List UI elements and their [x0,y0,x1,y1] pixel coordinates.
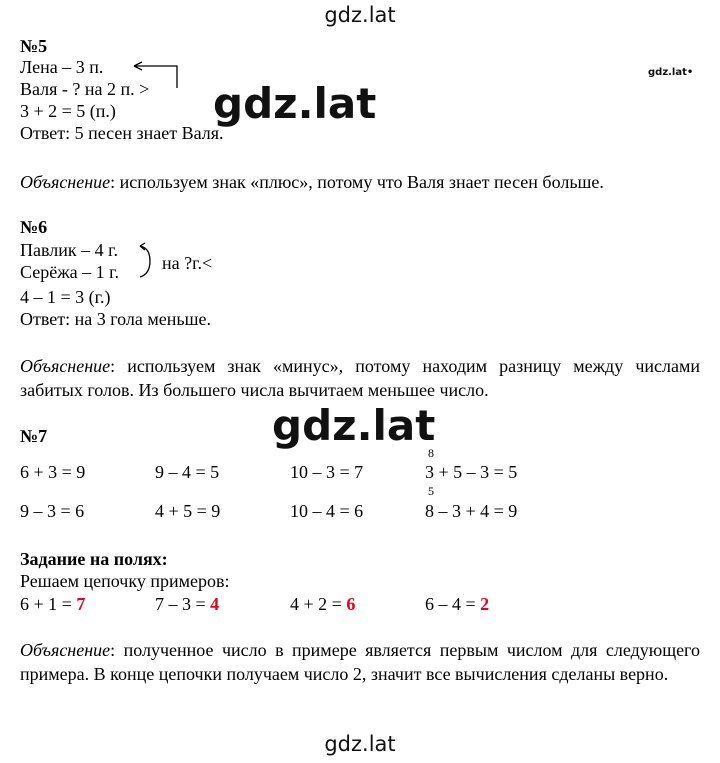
explanation-label: Объяснение [20,172,111,192]
chain-item [155,593,219,615]
task6-line2: Серёжа – 1 г. [20,262,119,282]
chain-expression: 4 + 2 = [290,594,347,614]
task7-row1-col3: 10 – 3 = 7 [290,462,364,482]
task6-answer: Ответ: на 3 гола меньше. [20,309,211,329]
task5-explanation [20,171,700,193]
chain-result: 2 [480,594,490,614]
task7-row1-col4: 3 + 5 – 3 = 5 [425,462,518,482]
chain-item [425,593,489,615]
task7-row1-col1: 6 + 3 = 9 [20,462,86,482]
task6-bracket-label: на ?г.< [162,253,213,273]
task7-row2-col3: 10 – 4 = 6 [290,501,364,521]
task5-heading: №5 [20,36,48,56]
task6-line1: Павлик – 4 г. [20,240,118,260]
task7-row1-note: 8 [428,446,434,460]
task7-row2-note: 5 [428,484,434,498]
explanation-text: : используем знак «плюс», потому что Валя знает песен больше. [110,172,604,192]
chain-expression: 7 – 3 = [155,594,211,614]
task7-row1-col2: 9 – 4 = 5 [155,462,220,482]
task6-heading: №6 [20,217,48,237]
explanation-text: : полученное число в примере является первым числом для следующего примера. В конце цепочки получаем число 2, значит все вычисления сделаны верно. [20,640,700,684]
task5-answer: Ответ: 5 песен знает Валя. [20,123,224,143]
explanation-text: : используем знак «минус», потому находим разницу между числами забитых голов. Из большего числа вычитаем меньшее число. [20,356,700,400]
margin-task-intro: Решаем цепочку примеров: [20,571,230,591]
margin-task-heading: Задание на полях: [20,549,168,569]
chain-expression: 6 – 4 = [425,594,481,614]
margin-task-explanation [20,638,700,686]
watermark-large-2: gdz.lat [272,401,436,450]
chain-result: 7 [76,594,86,614]
chain-result: 6 [346,594,356,614]
chain-result: 4 [210,594,220,614]
task6-explanation [20,354,700,402]
explanation-label: Объяснение [20,356,111,376]
chain-expression: 6 + 1 = [20,594,77,614]
task7-row2-col2: 4 + 5 = 9 [155,501,221,521]
explanation-label: Объяснение [20,640,111,660]
task6-bracket-icon [138,244,152,280]
task5-line2: Валя - ? на 2 п. > [20,79,150,99]
chain-item [20,593,85,615]
task7-heading: №7 [20,426,48,446]
watermark-top: gdz.lat [324,3,396,27]
task7-row2-col1: 9 – 3 = 6 [20,501,85,521]
task6-line3: 4 – 1 = 3 (г.) [20,287,111,307]
watermark-small: gdz.lat• [648,67,694,78]
watermark-large-1: gdz.lat [213,79,377,128]
task5-line1: Лена – 3 п. [20,57,104,77]
task5-line3: 3 + 2 = 5 (п.) [20,101,116,121]
chain-item [290,593,355,615]
task7-row2-col4: 8 – 3 + 4 = 9 [425,501,518,521]
watermark-bottom: gdz.lat [324,732,396,756]
